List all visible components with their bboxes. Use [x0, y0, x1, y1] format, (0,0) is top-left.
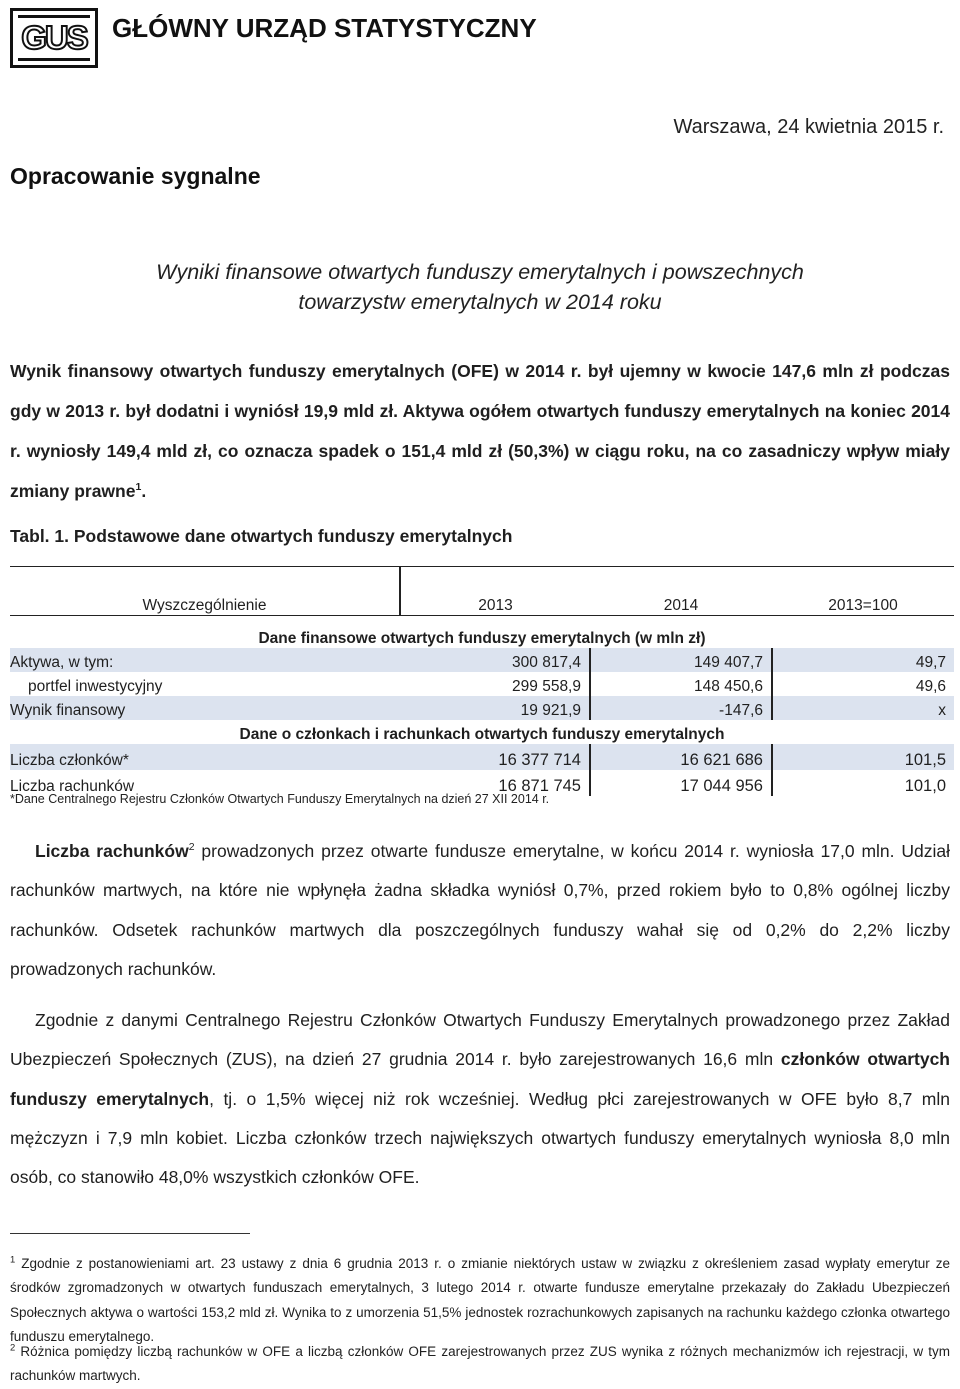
header-cell: Wyszczególnienie — [10, 567, 400, 616]
lead-paragraph — [10, 351, 950, 511]
members-text-b: , tj. o 1,5% więcej niż rok wcześniej. Według płci zarejestrowanych w OFE było 8,7 mln mężczyzn i 7,9 mln kobiet. Liczba członków trzech największych otwartych funduszy emerytalnych wyniosła 8,0 mln osób, co stanowiło 48,0% wszystkich członków OFE. — [10, 1088, 950, 1188]
table-section-heading — [10, 616, 954, 649]
cell-2014: 16 621 686 — [590, 744, 772, 770]
logo-text: GUS — [21, 19, 87, 56]
cell-2013: 299 558,9 — [400, 672, 590, 696]
table-note: *Dane Centralnego Rejestru Członków Otwartych Funduszy Emerytalnych na dzień 27 XII 2014 r. — [10, 792, 550, 806]
cell-2014: 148 450,6 — [590, 672, 772, 696]
row-label: Wynik finansowy — [10, 696, 400, 720]
lead-text: Wynik finansowy otwartych funduszy emerytalnych (OFE) w 2014 r. był ujemny w kwocie 147,6 mln zł podczas gdy w 2013 r. był dodatni i wyniósł 19,9 mld zł. Aktywa ogółem otwartych funduszy emerytalnych na koniec 2014 r. wyniosły 149,4 mld zł, co oznacza spadek o 151,4 mld zł (50,3%) w ciągu roku, na co zasadniczy wpływ miały zmiany prawne — [10, 361, 950, 501]
row-label: Aktywa, w tym: — [10, 648, 400, 672]
table-row — [10, 696, 954, 720]
cell-2014: 149 407,7 — [590, 648, 772, 672]
row-label: Liczba członków* — [10, 744, 400, 770]
footnote-ref-1[interactable]: 1 — [135, 481, 142, 494]
cell-2013: 16 871 745 — [400, 770, 590, 796]
lead-end: . — [141, 481, 147, 501]
footnote-number: 2 — [10, 1342, 16, 1354]
footnote-number: 1 — [10, 1254, 16, 1266]
table-section-heading — [10, 720, 954, 744]
document-type: Opracowanie sygnalne — [10, 163, 261, 189]
header-cell: 2013 — [400, 567, 590, 616]
document-date: Warszawa, 24 kwietnia 2015 r. — [673, 116, 944, 138]
section-title: Dane finansowe otwartych funduszy emerytalnych (w mln zł) — [258, 630, 706, 647]
gus-logo — [10, 8, 98, 68]
accounts-bold-lead: Liczba rachunków — [35, 841, 189, 861]
footnote-2 — [10, 1340, 950, 1389]
main-title-line-2: towarzystw emerytalnych w 2014 roku — [298, 290, 662, 314]
paragraph-accounts — [10, 832, 950, 989]
cell-index: 101,0 — [904, 777, 946, 795]
footnote-text: Różnica pomiędzy liczbą rachunków w OFE a liczbą członków OFE zarejestrowanych przez ZUS wynika z różnych mechanizmów ich rejestracji, w tym rachunków martwych. — [10, 1344, 950, 1384]
footnote-1 — [10, 1252, 950, 1350]
table-row — [10, 648, 954, 672]
table-row — [10, 672, 954, 696]
footnote-divider — [10, 1233, 250, 1234]
main-title-line-1: Wyniki finansowe otwartych funduszy emerytalnych i powszechnych — [156, 260, 804, 284]
header-cell: 2013=100 — [772, 567, 954, 616]
ofe-data-table — [10, 566, 954, 796]
members-text-a: Zgodnie z danymi Centralnego Rejestru Członków Otwartych Funduszy Emerytalnych prowadzonego przez Zakład Ubezpieczeń Społecznych (ZUS), na dzień 27 grudnia 2014 r. było zarejestrowanych 16,6 mln — [10, 1010, 950, 1070]
cell-index: 49,7 — [772, 648, 954, 672]
institution-title: GŁÓWNY URZĄD STATYSTYCZNY — [112, 13, 537, 43]
main-title — [0, 257, 960, 317]
row-label: Liczba rachunków — [10, 778, 135, 795]
cell-index: 101,5 — [772, 744, 954, 770]
paragraph-members — [10, 1001, 950, 1197]
accounts-text: prowadzonych przez otwarte fundusze emerytalne, w końcu 2014 r. wyniosła 17,0 mln. Udział rachunków martwych, na które nie wpłynęła żadna składka wyniósł 0,7%, przed rokiem było to 0,8% ogólnej liczby rachunków. Odsetek rachunków martwych dla poszczególnych funduszy wahał się od 0,2% do 2,2% liczby prowadzonych rachunków. — [10, 841, 950, 979]
members-bold: członków otwartych funduszy emerytalnych — [10, 1049, 950, 1109]
cell-index: x — [772, 696, 954, 720]
cell-2013: 19 921,9 — [400, 696, 590, 720]
header-cell: 2014 — [590, 567, 772, 616]
cell-2014: -147,6 — [590, 696, 772, 720]
footnote-text: Zgodnie z postanowieniami art. 23 ustawy z dnia 6 grudnia 2013 r. o zmianie niektórych ustaw w związku z określeniem zasad wypłaty emerytur ze środków zgromadzonych w otwartych funduszach emerytalnych, 3 lutego 2014 r. otwarte fundusze emerytalne przekazały do Zakładu Ubezpieczeń Społecznych aktywa o wartości 153,2 mld zł. Wynika to z umorzenia 51,5% jednostek rozrachunkowych zapisanych na rachunku każdego członka otwartego funduszu emerytalnego. — [10, 1256, 950, 1345]
footnote-ref-2[interactable]: 2 — [188, 841, 195, 854]
cell-2013: 16 377 714 — [400, 744, 590, 770]
row-label: portfel inwestycyjny — [28, 678, 163, 695]
table-caption: Tabl. 1. Podstawowe dane otwartych funduszy emerytalnych — [10, 526, 513, 546]
cell-index: 49,6 — [915, 678, 946, 695]
cell-2013: 300 817,4 — [400, 648, 590, 672]
table-row — [10, 744, 954, 770]
section-title: Dane o członkach i rachunkach otwartych funduszy emerytalnych — [239, 726, 725, 743]
cell-2014: 17 044 956 — [590, 770, 772, 796]
table-header-row — [10, 567, 954, 616]
